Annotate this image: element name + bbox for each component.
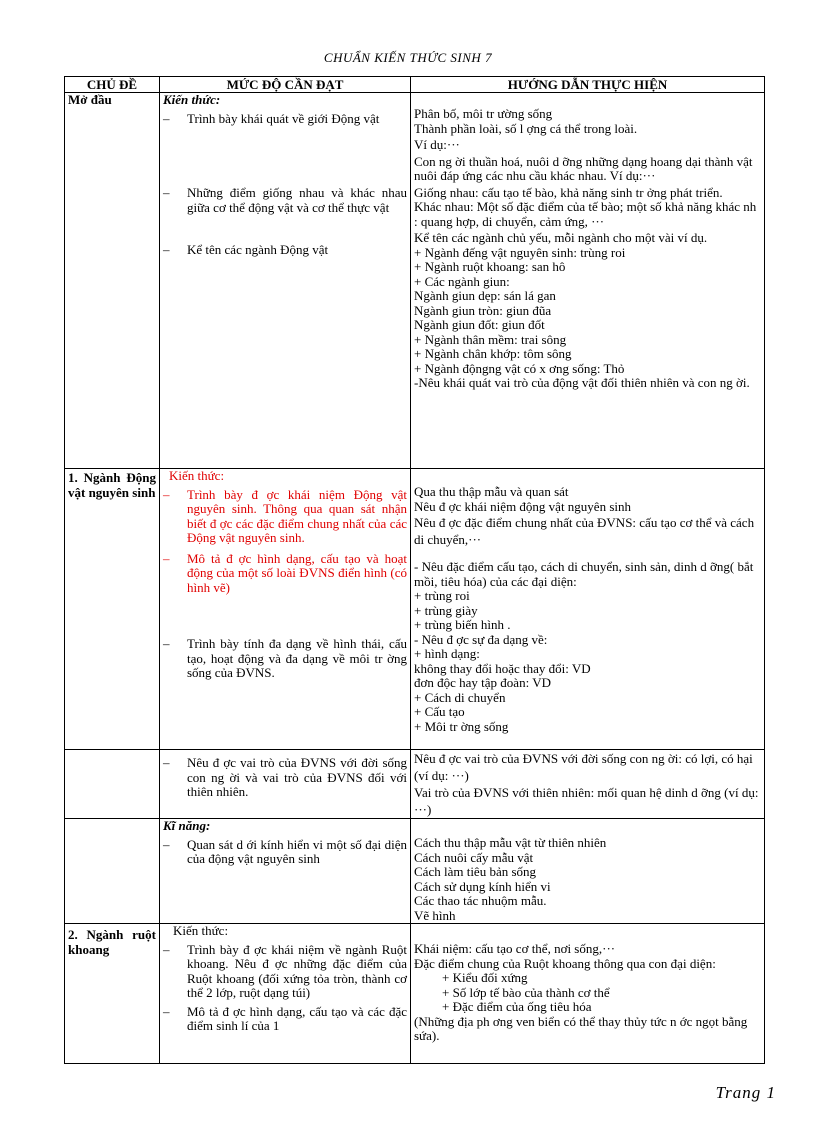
guide-cell: Phân bố, môi tr ường sống Thành phần loài, số l ợng cá thể trong loài. Ví dụ:··· Con ng ời thuần hoá, nuôi d ỡng những dạng hoang dại thành vật nuôi đáp ứng các nhu cầu khác nhau. Ví dụ:··· Giống nhau: cấu tạo tế bào, khả năng sinh tr ởng phát triển. Khác nhau: Một số đặc điểm của tế bào; một số khả năng khác nh : quang hợp, di chuyển, cảm ứng, ··· Kể tên các ngành chủ yếu, mỗi ngành cho một vài ví dụ. + Ngành đếng vật nguyên sinh: trùng roi + Ngành ruột khoang: san hô + Các ngành giun: Ngành giun dẹp: sán lá gan Ngành giun tròn: giun đũa Ngành giun đốt: giun đốt + Ngành thân mềm: trai sông + Ngành chân khớp: tôm sông + Ngành độngng vật có x ơng sống: Thỏ -Nêu khái quát vai trò của động vật đối thiên nhiên và con ng ời. (411, 93, 765, 469)
list-item: – Trình bày tính đa dạng về hình thái, cấu tạo, hoạt động và đa dạng về môi tr ờng sống của ĐVNS. (163, 636, 407, 680)
standards-table (64, 76, 765, 1064)
level-cell (160, 750, 411, 819)
page-number: Trang 1 (715, 1083, 776, 1102)
table-row (65, 819, 765, 924)
topic-cell: 2. Ngành ruột khoang (65, 924, 160, 1064)
page-title: CHUẨN KIẾN THỨC SINH 7 (323, 50, 493, 65)
section-label: Kiến thức: (163, 92, 221, 107)
topic-cell (65, 750, 160, 819)
guide-cell: Cách thu thập mẫu vật từ thiên nhiên Cách nuôi cấy mẫu vật Cách làm tiêu bản sống Cách sử dụng kính hiển vi Các thao tác nhuộm mẫu. Vẽ hình (411, 819, 765, 924)
section-label: Kĩ năng: (163, 818, 211, 833)
section-label: Kiến thức: (173, 923, 229, 938)
level-cell (160, 93, 411, 469)
header-topic: CHỦ ĐỀ (65, 77, 160, 93)
list-item: – Trình bày khái quát về giới Động vật (163, 110, 380, 126)
level-cell (160, 819, 411, 924)
table-header-row (65, 77, 765, 93)
table-row (65, 469, 765, 750)
list-item: – Những điểm giống nhau và khác nhau giữa cơ thể động vật và cơ thể thực vật (163, 185, 407, 215)
list-item: – Trình bày đ ợc khái niệm về ngành Ruột khoang. Nêu đ ợc những đặc điểm của Ruột khoang (đối xứng tỏa tròn, thành cơ thể 2 lớp, ruột dạng túi) (163, 941, 407, 1000)
topic-cell: Mở đầu (65, 93, 160, 469)
topic-cell (65, 819, 160, 924)
list-item: – Trình bày đ ợc khái niệm Động vật nguyên sinh. Thông qua quan sát nhận biết đ ợc các đặc điểm chung nhất của các Động vật nguyên sinh. (163, 486, 407, 545)
level-cell (160, 469, 411, 750)
list-item: – Kể tên các ngành Động vật (163, 242, 329, 257)
level-cell (160, 924, 411, 1064)
topic-cell: 1. Ngành Động vật nguyên sinh (65, 469, 160, 750)
section-label: Kiến thức: (169, 468, 225, 483)
header-guide: HƯỚNG DẪN THỰC HIỆN (411, 77, 765, 93)
list-item: – Mô tả đ ợc hình dạng, cấu tạo và hoạt động của một số loài ĐVNS điển hình (có hình vẽ) (163, 550, 407, 595)
header-level: MỨC ĐỘ CẦN ĐẠT (160, 77, 411, 93)
table-row (65, 750, 765, 819)
list-item: – Nêu đ ợc vai trò của ĐVNS với đời sống con ng ời và vai trò của ĐVNS đối với thiên nhiên. (163, 755, 407, 799)
list-item: – Mô tả đ ợc hình dạng, cấu tạo và các đặc điểm sinh lí của 1 (163, 1003, 407, 1033)
guide-cell: Qua thu thập mẫu và quan sát Nêu đ ợc khái niệm động vật nguyên sinh Nêu đ ợc đặc điểm chung nhất của ĐVNS: cấu tạo cơ thể và cách di chuyển,··· - Nêu đặc điểm cấu tạo, cách di chuyển, sinh sản, dinh d ỡng( bắt mồi, tiêu hóa) của các đại diện: + trùng roi + trùng giày + trùng biến hình . - Nêu đ ợc sự đa dạng về: + hình dạng: không thay đổi hoặc thay đổi: VD đơn độc hay tập đoàn: VD + Cách di chuyển + Cấu tạo + Môi tr ờng sống (411, 469, 765, 750)
guide-cell: Nêu đ ợc vai trò của ĐVNS với đời sống con ng ời: có lợi, có hại (ví dụ: ···) Vai trò của ĐVNS với thiên nhiên: mối quan hệ dinh d ỡng (ví dụ: ···) (411, 750, 765, 819)
guide-cell: Khái niệm: cấu tạo cơ thể, nơi sống,··· Đặc điểm chung của Ruột khoang thông qua con đại diện: + Kiểu đối xứng + Số lớp tế bào của thành cơ thể + Đặc điểm của ống tiêu hóa (Những địa ph ơng ven biển có thể thay thủy tức n ớc ngọt bằng sứa). (411, 924, 765, 1064)
list-item: – Quan sát d ới kính hiển vi một số đại diện của động vật nguyên sinh (163, 836, 407, 866)
table-row (65, 924, 765, 1064)
table-row (65, 93, 765, 469)
